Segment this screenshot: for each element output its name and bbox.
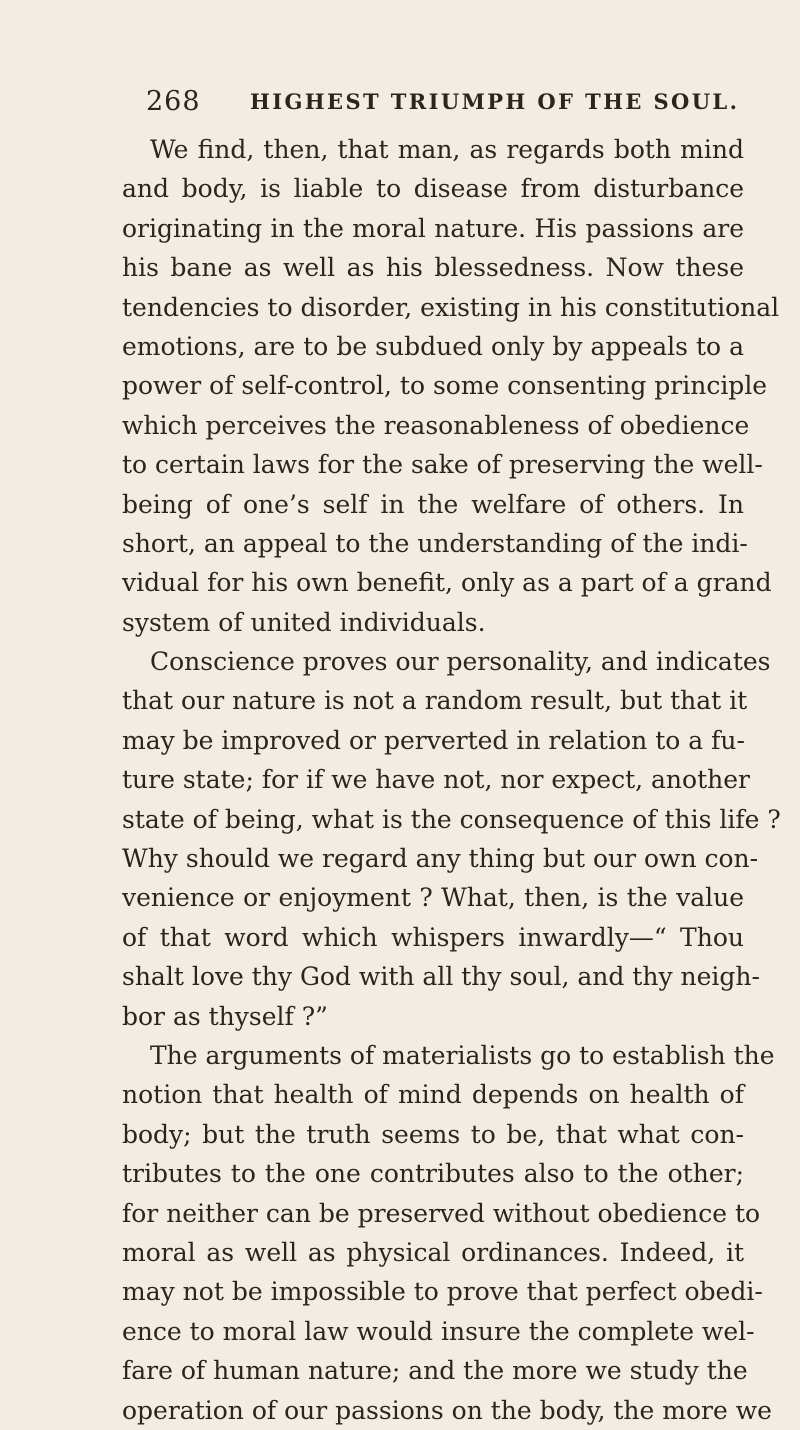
- text-line: bor as thyself ?”: [122, 1001, 328, 1031]
- text-line: operation of our passions on the body, the more we: [122, 1395, 772, 1425]
- text-line: ture state; for if we have not, nor expect, another: [122, 765, 750, 795]
- page-number: 268: [146, 86, 201, 117]
- text-line: We find, then, that man, as regards both mind: [150, 135, 744, 164]
- text-line: power of self-control, to some consenting principle: [122, 371, 768, 401]
- text-line: being of one’s self in the welfare of others. In: [122, 489, 744, 519]
- text-line: Why should we regard any thing but our own con-: [122, 844, 759, 874]
- text-line: originating in the moral nature. His passions are: [122, 213, 744, 243]
- text-line: The arguments of materialists go to establish the: [150, 1040, 775, 1070]
- text-line: ence to moral law would insure the complete wel-: [122, 1316, 755, 1346]
- page-header: [146, 86, 744, 118]
- text-line: state of being, what is the consequence of this life ?: [122, 804, 781, 834]
- text-line: which perceives the reasonableness of obedience: [122, 410, 750, 440]
- text-line: vidual for his own benefit, only as a part of a grand: [122, 568, 772, 598]
- text-line: short, an appeal to the understanding of the indi-: [122, 528, 748, 558]
- text-line: for neither can be preserved without obedience to: [122, 1198, 761, 1228]
- text-line: that our nature is not a random result, but that it: [122, 686, 748, 716]
- text-line: tributes to the one contributes also to the other;: [122, 1159, 744, 1189]
- text-line: may not be impossible to prove that perfect obedi-: [122, 1277, 763, 1307]
- text-line: system of united individuals.: [122, 607, 486, 637]
- text-line: shalt love thy God with all thy soul, and thy neigh-: [122, 962, 760, 992]
- text-line: Conscience proves our personality, and indicates: [150, 647, 771, 677]
- text-line: tendencies to disorder, existing in his constitutional: [122, 292, 780, 322]
- text-line: may be improved or perverted in relation to a fu-: [122, 725, 745, 755]
- running-head: HIGHEST TRIUMPH OF THE SOUL.: [250, 89, 740, 114]
- text-line: moral as well as physical ordinances. Indeed, it: [122, 1237, 744, 1267]
- text-line: his bane as well as his blessedness. Now these: [122, 253, 744, 283]
- text-line: body; but the truth seems to be, that what con-: [122, 1119, 744, 1149]
- text-line: notion that health of mind depends on health of: [122, 1080, 744, 1110]
- body-text: [122, 130, 781, 1430]
- text-line: venience or enjoyment ? What, then, is the value: [122, 883, 744, 913]
- text-line: of that word which whispers inwardly—“ Thou: [122, 922, 744, 952]
- text-line: and body, is liable to disease from disturbance: [122, 174, 744, 204]
- text-line: to certain laws for the sake of preserving the well-: [122, 450, 763, 480]
- text-line: fare of human nature; and the more we study the: [122, 1356, 748, 1386]
- text-line: emotions, are to be subdued only by appeals to a: [122, 331, 744, 361]
